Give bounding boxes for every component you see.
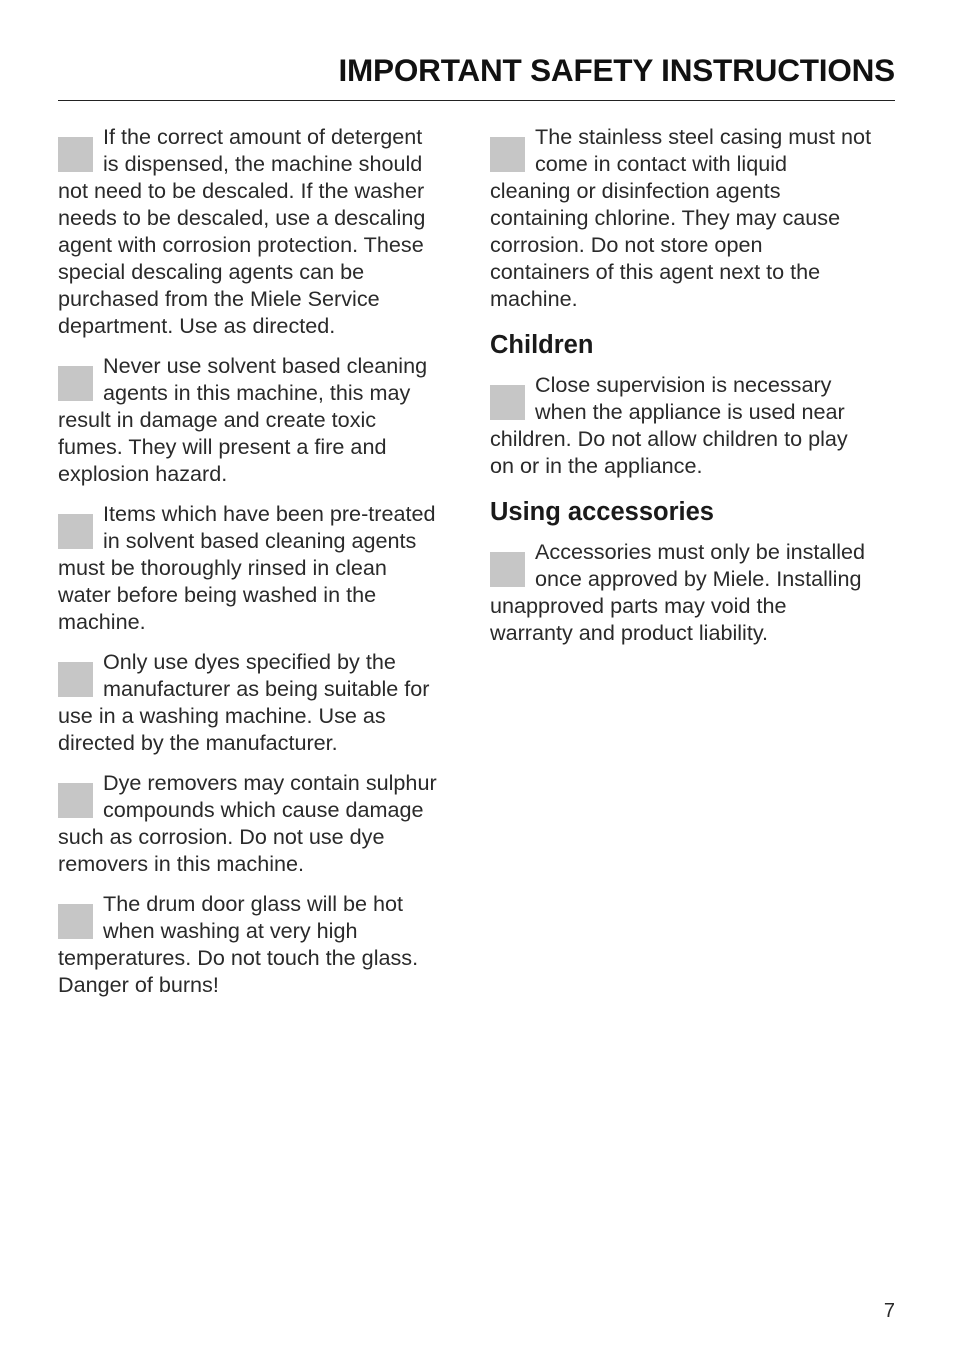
page-number: 7 <box>883 1300 895 1322</box>
warning-square-icon <box>490 385 525 420</box>
section-heading-children: Children <box>490 331 594 359</box>
page-header <box>58 50 895 101</box>
safety-paragraph-dye-removers <box>58 769 460 877</box>
paragraph-text: Items which have been pre-treated in solvent based cleaning agents must be thoroughly rinsed in clean water before being washed in the machine. <box>58 501 436 634</box>
paragraph-text: Never use solvent based cleaning agents in this machine, this may result in damage and create toxic fumes. They will present a fire and explosion hazard. <box>58 353 428 486</box>
warning-square-icon <box>490 137 525 172</box>
safety-paragraph-accessories <box>490 538 896 646</box>
right-column <box>490 123 896 659</box>
section-heading-using-accessories: Using accessories <box>490 498 714 526</box>
paragraph-text: Close supervision is necessary when the appliance is used near children. Do not allow children to play on or in the appliance. <box>490 372 848 478</box>
warning-square-icon <box>58 662 93 697</box>
paragraph-text: The drum door glass will be hot when washing at very high temperatures. Do not touch the glass. Danger of burns! <box>58 891 419 997</box>
paragraph-text: Accessories must only be installed once approved by Miele. Installing unapproved parts may void the warranty and product liability. <box>490 539 866 645</box>
safety-paragraph-pre-treated-items <box>58 500 460 635</box>
paragraph-text: Dye removers may contain sulphur compounds which cause damage such as corrosion. Do not use dye removers in this machine. <box>58 770 437 876</box>
safety-paragraph-descaling <box>58 123 460 339</box>
safety-paragraph-dyes <box>58 648 460 756</box>
paragraph-text: If the correct amount of detergent is dispensed, the machine should not need to be descaled. If the washer needs to be descaled, use a descaling agent with corrosion protection. These special descaling agents can be purchased from the Miele Service department. Use as directed. <box>58 124 426 338</box>
left-column <box>58 123 460 1011</box>
warning-square-icon <box>58 783 93 818</box>
warning-square-icon <box>58 366 93 401</box>
paragraph-text: The stainless steel casing must not come in contact with liquid cleaning or disinfection agents containing chlorine. They may cause corrosion. Do not store open containers of this agent next to the machine. <box>490 124 872 311</box>
safety-paragraph-children <box>490 371 896 479</box>
warning-square-icon <box>58 904 93 939</box>
paragraph-text: Only use dyes specified by the manufacturer as being suitable for use in a washing machine. Use as directed by the manufacturer. <box>58 649 430 755</box>
safety-paragraph-solvent-cleaning <box>58 352 460 487</box>
page-title: IMPORTANT SAFETY INSTRUCTIONS <box>338 52 895 88</box>
safety-paragraph-door-glass <box>58 890 460 998</box>
warning-square-icon <box>58 514 93 549</box>
warning-square-icon <box>58 137 93 172</box>
warning-square-icon <box>490 552 525 587</box>
safety-paragraph-stainless-casing <box>490 123 896 312</box>
